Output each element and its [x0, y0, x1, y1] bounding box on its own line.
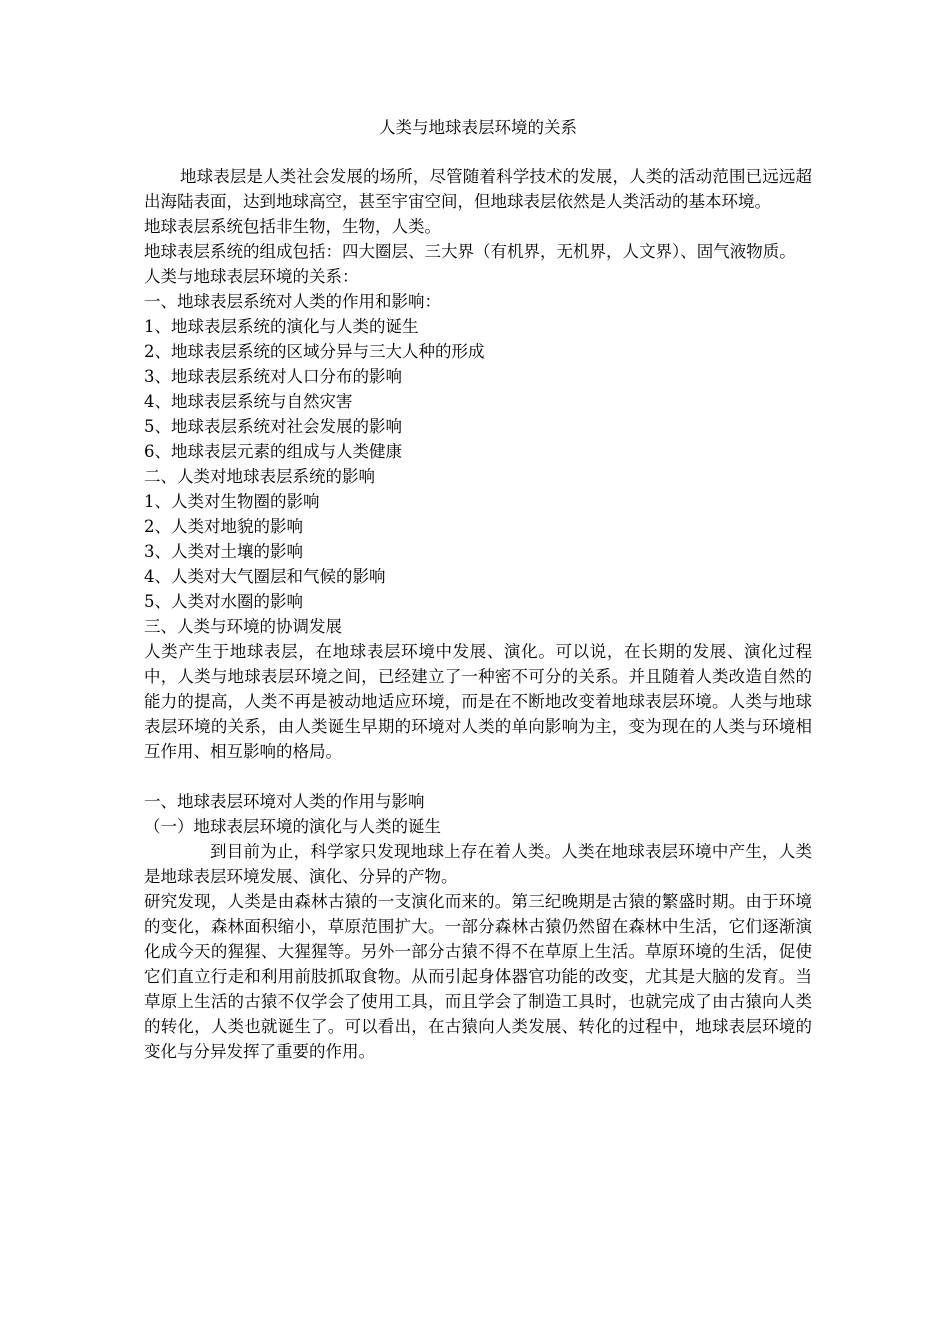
outline-1-item: 4、地球表层系统与自然灾害 — [144, 392, 353, 411]
outline-2-heading: 二、人类对地球表层系统的影响 — [144, 467, 375, 486]
outline-2-item: 4、人类对大气圈层和气候的影响 — [144, 567, 386, 586]
outline-1-item: 6、地球表层元素的组成与人类健康 — [144, 442, 402, 461]
section-1-paragraph: 研究发现，人类是由森林古猿的一支演化而来的。第三纪晚期是古猿的繁盛时期。由于环境的变化，森林面积缩小，草原范围扩大。一部分森林古猿仍然留在森林中生活，它们逐渐演化成今天的猩猩、大猩猩等。另外一部分古猿不得不在草原上生活。草原环境的生活，促使它们直立行走和利用前肢抓取食物。从而引起身体器官功能的改变，尤其是大脑的发育。当草原上生活的古猿不仅学会了使用工具，而且学会了制造工具时，也就完成了由古猿向人类的转化，人类也就诞生了。可以看出，在古猿向人类发展、转化的过程中，地球表层环境的变化与分异发挥了重要的作用。 — [144, 892, 812, 1061]
outline-2-item: 5、人类对水圈的影响 — [144, 592, 303, 611]
section-1-sub-heading: （一）地球表层环境的演化与人类的诞生 — [144, 817, 441, 836]
system-includes-text: 地球表层系统包括非生物，生物，人类。 — [144, 217, 441, 236]
blank-line — [144, 764, 812, 789]
document-body — [144, 114, 812, 1064]
system-composition-text: 地球表层系统的组成包括：四大圈层、三大界（有机界，无机界，人文界）、固气液物质。 — [144, 242, 796, 261]
section-1-paragraph: 到目前为止，科学家只发现地球上存在着人类。人类在地球表层环境中产生，人类是地球表层环境发展、演化、分异的产物。 — [144, 842, 812, 886]
outline-1-item: 3、地球表层系统对人口分布的影响 — [144, 367, 402, 386]
outline-1-item: 1、地球表层系统的演化与人类的诞生 — [144, 317, 419, 336]
outline-2-item: 1、人类对生物圈的影响 — [144, 492, 320, 511]
outline-2-item: 2、人类对地貌的影响 — [144, 517, 303, 536]
outline-1-item: 5、地球表层系统对社会发展的影响 — [144, 417, 402, 436]
page-title: 人类与地球表层环境的关系 — [379, 118, 577, 137]
outline-2-item: 3、人类对土壤的影响 — [144, 542, 303, 561]
summary-paragraph: 人类产生于地球表层，在地球表层环境中发展、演化。可以说，在长期的发展、演化过程中，人类与地球表层环境之间，已经建立了一种密不可分的关系。并且随着人类改造自然的能力的提高，人类不再是被动地适应环境，而是在不断地改变着地球表层环境。人类与地球表层环境的关系，由人类诞生早期的环境对人类的单向影响为主，变为现在的人类与环境相互作用、相互影响的格局。 — [144, 642, 812, 761]
intro-paragraph: 地球表层是人类社会发展的场所，尽管随着科学技术的发展，人类的活动范围已远远超出海陆表面，达到地球高空，甚至宇宙空间，但地球表层依然是人类活动的基本环境。 — [144, 167, 812, 211]
outline-3-heading: 三、人类与环境的协调发展 — [144, 617, 342, 636]
outline-1-item: 2、地球表层系统的区域分异与三大人种的形成 — [144, 342, 485, 361]
outline-1-heading: 一、地球表层系统对人类的作用和影响： — [144, 292, 441, 311]
section-1-heading: 一、地球表层环境对人类的作用与影响 — [144, 792, 425, 811]
relation-heading: 人类与地球表层环境的关系： — [144, 267, 359, 286]
